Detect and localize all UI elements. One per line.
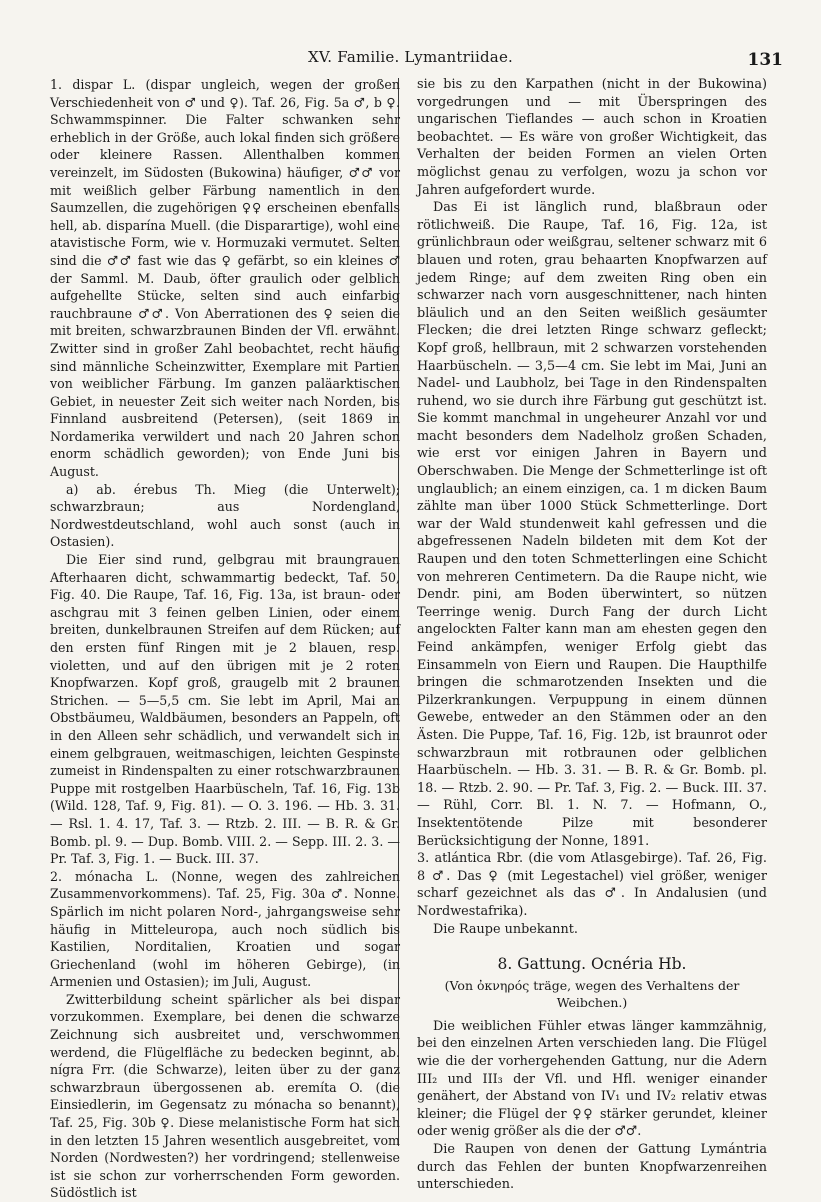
paragraph-erebus: a) ab. érebus Th. Mieg (die Unterwelt); schwarzbraun; aus Nordengland, Nordwestdeutschland, wohl auch sonst (auch in Ostasien). [50, 481, 400, 550]
paragraph-monacha-continued: sie bis zu den Karpathen (nicht in der Bukowina) vorgedrungen und — mit Überspringen des ungarischen Tieflandes — auch schon in Kroatien beobachtet. — Es wäre von großer Wichtigkeit, das Verhalten der beiden Formen an vielen Orten möglichst genau zu verfolgen, wozu ja schon vor Jahren aufgefordert wurde. [417, 77, 767, 198]
page-number: 131 [747, 50, 783, 70]
right-column [417, 76, 767, 1194]
running-title: XV. Familie. Lymantriidae. [308, 48, 513, 66]
genus-heading: 8. Gattung. Ocnéria Hb. [497, 955, 687, 974]
paragraph-monacha-zwitter: Zwitterbildung scheint spärlicher als bei dispar vorzukommen. Exemplare, bei denen die schwarze Zeichnung sich ausbreitet und, verschwommen werdend, die Flügelfläche zu bedecken beginnt, ab. nígra Frr. (die Schwarze), leiten über zu der ganz schwarzbraun übergossenen ab. eremíta O. (die Einsiedlerin, im Gegensatz zu mónacha so benannt), Taf. 25, Fig. 30b ♀. Diese melanistische Form hat sich in den letzten 15 Jahren wesentlich ausgebreitet, vom Norden (Nordwesten?) her vordringend; stellenweise ist sie schon zur vorherrschenden Form geworden. Südöstlich ist [50, 991, 400, 1201]
paragraph-monacha-egg-larva: Das Ei ist länglich rund, blaßbraun oder rötlichweiß. Die Raupe, Taf. 16, Fig. 12a, ist grünlichbraun oder weißgrau, seltener schwarz mit 6 blauen und roten, grau behaarten Knopfwarzen auf jedem Ringe; auf dem zweiten Ring oben ein schwarzer nach vorn ausgeschnittener, nach hinten bläulich und an den Seiten weißlich gesäumter Flecken; die drei letzten Ringe schwarz gefleckt; Kopf groß, hellbraun, mit 2 schwarzen vorstehenden Haarbüscheln. — 3,5—4 cm. Sie lebt im Mai, Juni an Nadel- und Laubholz, bei Tage in den Rindenspalten ruhend, wo sie durch ihre Färbung gut geschützt ist. Sie kommt manchmal in ungeheurer Anzahl vor und macht besonders dem Nadelholz großen Schaden, wie erst vor einigen Jahren in Bayern und Oberschwaben. Die Menge der Schmetterlinge ist oft unglaublich; an einem einzigen, ca. 1 m dicken Baum zählte man über 1000 Stück Schmetterlinge. Dort war der Wald stundenweit kahl gefressen und die abgefressenen Nadeln bildeten mit dem Kot der Raupen und den toten Schmetterlingen eine Schicht von mehreren Centimetern. Da die Raupe nicht, wie Dendr. pini, am Boden überwintert, so nützen Teerringe wenig. Durch Fang der durch Licht angelockten Falter kann man am ehesten gegen den Feind ankämpfen, weniger Erfolg giebt das Einsammeln von Eiern und Raupen. Die Haupthilfe bringen die schmarotzenden Insekten und die Pilzerkrankungen. Verpuppung in einem dünnen Gewebe, entweder an den Stämmen oder an den Ästen. Die Puppe, Taf. 16, Fig. 12b, ist braunrot oder schwarzbraun mit rotbraunen oder gelblichen Haarbüscheln. — Hb. 3. 31. — B. R. & Gr. Bomb. pl. 18. — Rtzb. 2. 90. — Pr. Taf. 3, Fig. 2. — Buck. III. 37. — Rühl, Corr. Bl. 1. N. 7. — Hofmann, O., Insektentötende Pilze mit besonderer Berücksichtigung der Nonne, 1891. [417, 200, 767, 849]
entry-dispar: 1. dispar L. (dispar ungleich, wegen der großen Verschiedenheit von ♂ und ♀). Taf. 26, Fig. 5a ♂, b ♀. Schwammspinner. Die Falter schwanken sehr erheblich in der Größe, auch lokal finden sich größere oder kleinere Rassen. Allenthalben kommen vereinzelt, im Südosten (Bukowina) häufiger, ♂♂ vor mit weißlich gelber Färbung namentlich in den Saumzellen, die zugehörigen ♀♀ erscheinen ebenfalls hell, ab. disparína Muell. (die Disparartige), wohl eine atavistische Form, wie v. Hormuzaki vermutet. Selten sind die ♂♂ fast wie das ♀ gefärbt, so ein kleines ♂ der Samml. M. Daub, öfter graulich oder gelblich aufgehellte Stücke, selten sind auch einfarbig rauchbraune ♂♂. Von Aberrationen des ♀ seien die mit breiten, schwarzbraunen Binden der Vfl. erwähnt. Zwitter sind in großer Zahl beobachtet, recht häufig sind männliche Scheinzwitter, Exemplare mit Partien von weiblicher Färbung. Im ganzen paläarktischen Gebiet, in neuester Zeit sich weiter nach Norden, bis Finnland ausbreitend (Petersen), (seit 1869 in Nordamerika verwildert und nach 20 Jahren schon enorm schädlich geworden); von Ende Juni bis August. [50, 77, 400, 480]
genus-etymology: (Von ὀκνηρός träge, wegen des Verhaltens der Weibchen.) [444, 977, 740, 1011]
paragraph-genus-larvae: Die Raupen von denen der Gattung Lymántria durch das Fehlen der bunten Knopfwarzenreihen unterschieden. [417, 1142, 767, 1193]
paragraph-atlantica-larva: Die Raupe unbekannt. [433, 921, 578, 937]
entry-atlantica: 3. atlántica Rbr. (die vom Atlasgebirge). Taf. 26, Fig. 8 ♂. Das ♀ (mit Legestachel) viel größer, weniger scharf gezeichnet als das ♂. In Andalusien (und Nordwestafrika). [417, 851, 767, 919]
paragraph-genus-description: Die weiblichen Fühler etwas länger kammzähnig, bei den einzelnen Arten verschieden lang. Die Flügel wie die der vorhergehenden Gattung, nur die Adern III₂ und III₃ der Vfl. und Hfl. weniger einander genähert, der Abstand von IV₁ und IV₂ relativ etwas kleiner; die Flügel der ♀♀ stärker gerundet, kleiner oder wenig größer als die der ♂♂. [417, 1018, 767, 1140]
page-header [0, 46, 821, 76]
left-column [50, 76, 400, 1202]
entry-monacha: 2. mónacha L. (Nonne, wegen des zahlreichen Zusammenvorkommens). Taf. 25, Fig. 30a ♂. Nonne. Spärlich im nicht polaren Nord-, jahrgangsweise sehr häufig in Mitteleuropa, auch noch südlich bis Kastilien, Norditalien, Kroatien und sogar Griechenland (wohl im höheren Gebirge), (in Armenien und Ostasien); im Juli, August. [50, 868, 400, 990]
paragraph-dispar-eggs: Die Eier sind rund, gelbgrau mit braungrauen Afterhaaren dicht, schwammartig bedeckt, Taf. 50, Fig. 40. Die Raupe, Taf. 16, Fig. 13a, ist braun- oder aschgrau mit 3 feinen gelben Linien, oder einem breiten, dunkelbraunen Streifen auf dem Rücken; auf den ersten fünf Ringen mit je 2 blauen, resp. violetten, und auf den übrigen mit je 2 roten Knopfwarzen. Kopf groß, graugelb mit 2 braunen Strichen. — 5—5,5 cm. Sie lebt im April, Mai an Obstbäumeu, Waldbäumen, besonders an Pappeln, oft in den Alleen sehr schädlich, und verwandelt sich in einem gelbgrauen, weitmaschigen, leichten Gespinste zumeist in Rindenspalten zu einer rotschwarzbraunen Puppe mit rostgelben Haarbüscheln, Taf. 16, Fig. 13b (Wild. 128, Taf. 9, Fig. 81). — O. 3. 196. — Hb. 3. 31. — Rsl. 1. 4. 17, Taf. 3. — Rtzb. 2. III. — B. R. & Gr. Bomb. pl. 9. — Dup. Bomb. VIII. 2. — Sepp. III. 2. 3. — Pr. Taf. 3, Fig. 1. — Buck. III. 37. [50, 552, 400, 867]
